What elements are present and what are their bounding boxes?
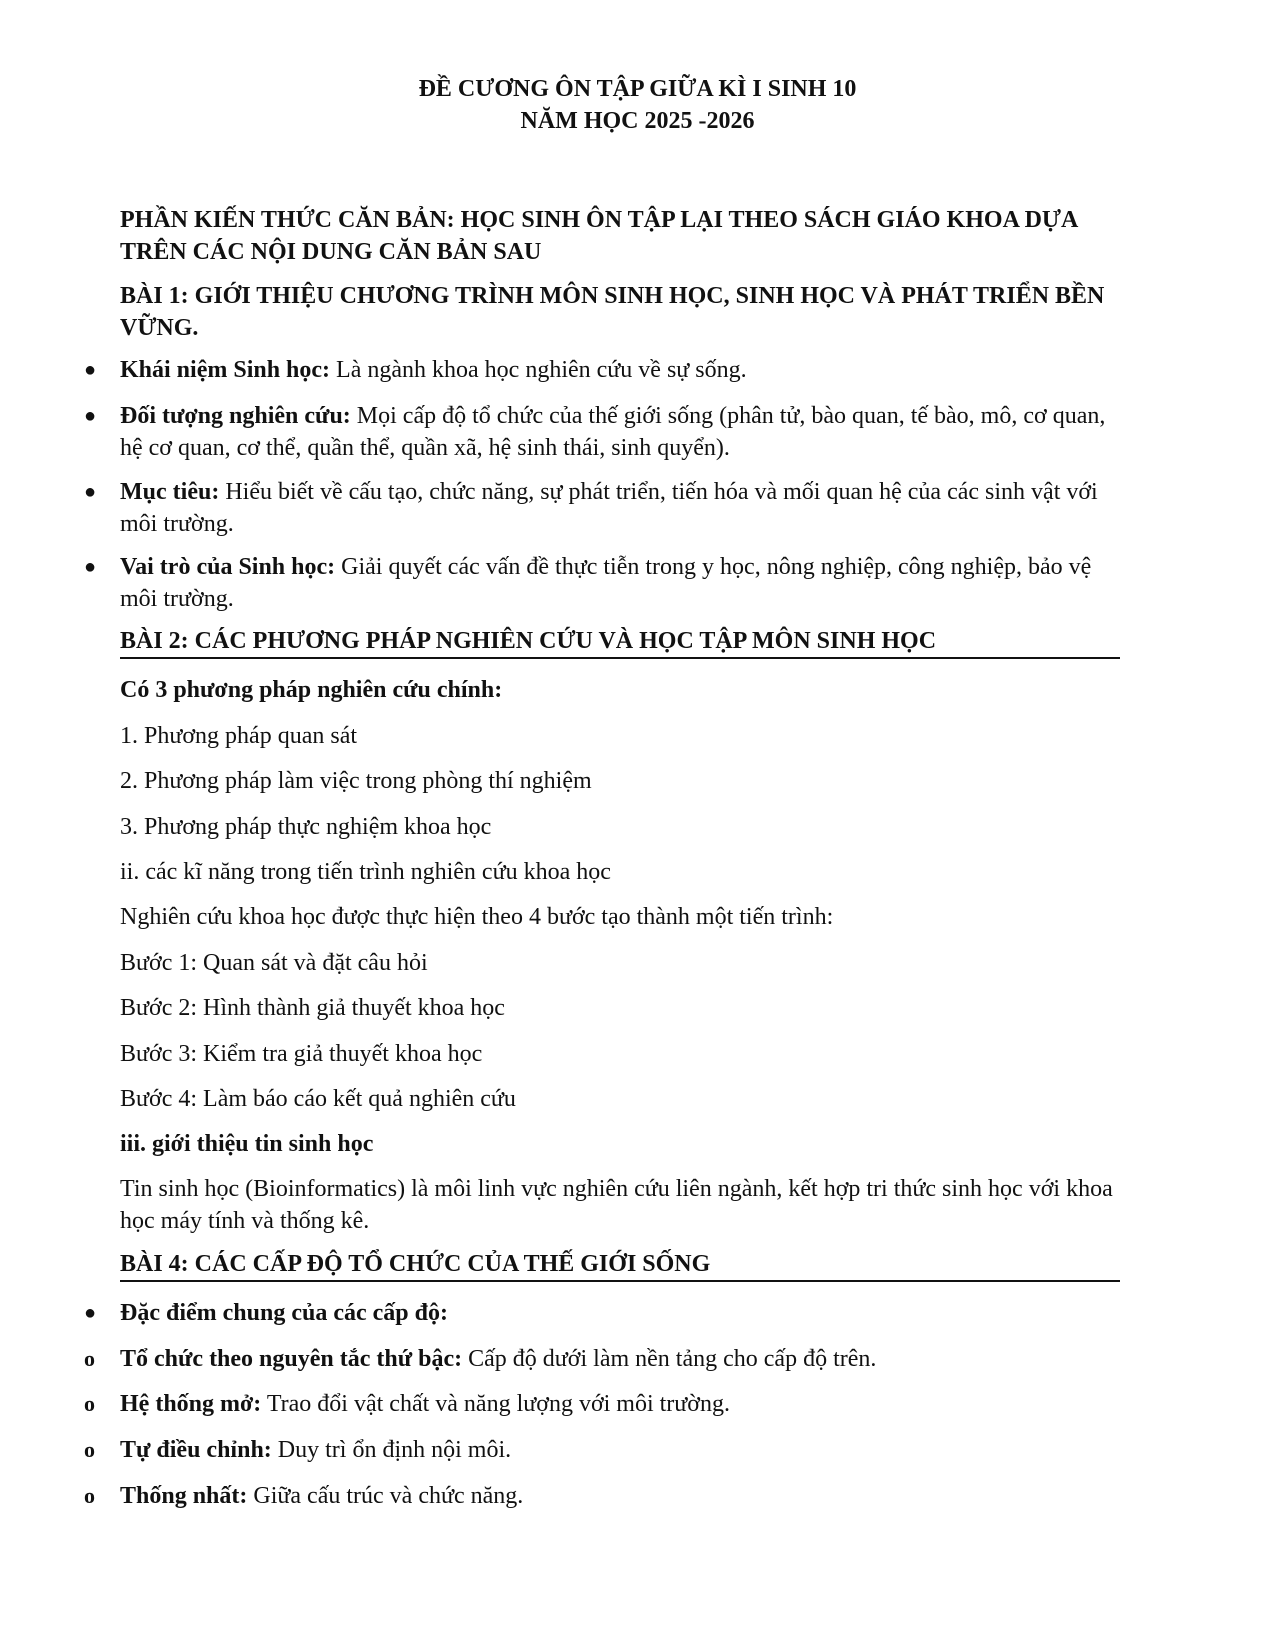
sub-bullet-icon: o bbox=[84, 1391, 95, 1416]
bullet-icon: ● bbox=[84, 1302, 97, 1324]
bullet-icon: ● bbox=[84, 359, 97, 381]
step-item: Bước 3: Kiểm tra giả thuyết khoa học bbox=[120, 1041, 483, 1067]
method-item: 2. Phương pháp làm việc trong phòng thí nghiệm bbox=[120, 768, 592, 794]
step-item: Bước 1: Quan sát và đặt câu hỏi bbox=[120, 950, 428, 976]
list-item bbox=[120, 1343, 1120, 1375]
general-heading: Đặc điểm chung của các cấp độ: bbox=[120, 1300, 448, 1326]
lesson1-heading: BÀI 1: GIỚI THIỆU CHƯƠNG TRÌNH MÔN SINH HỌC, SINH HỌC VÀ PHÁT TRIỂN BỀN VỮNG. bbox=[120, 283, 1105, 341]
item-label: Vai trò của Sinh học: bbox=[120, 554, 336, 580]
sub-bullet-icon: o bbox=[84, 1346, 95, 1371]
methods-heading: Có 3 phương pháp nghiên cứu chính: bbox=[120, 677, 503, 703]
list-item bbox=[120, 354, 1120, 386]
item-label: Mục tiêu: bbox=[120, 479, 220, 505]
lesson4-heading: BÀI 4: CÁC CẤP ĐỘ TỔ CHỨC CỦA THẾ GIỚI SỐNG bbox=[120, 1248, 1120, 1282]
list-item bbox=[120, 1434, 1120, 1466]
list-item bbox=[120, 1480, 1120, 1512]
bullet-icon: ● bbox=[84, 556, 97, 578]
item-label: Hệ thống mở: bbox=[120, 1391, 262, 1417]
document-title-line2: NĂM HỌC 2025 -2026 bbox=[520, 108, 755, 134]
item-text: Giải quyết các vấn đề thực tiễn trong y học, nông nghiệp, công nghiệp, bảo vệ môi trường. bbox=[120, 554, 1092, 612]
bullet-icon: ● bbox=[84, 481, 97, 503]
bioinformatics-heading: iii. giới thiệu tin sinh học bbox=[120, 1131, 374, 1157]
item-text: Cấp độ dưới làm nền tảng cho cấp độ trên. bbox=[462, 1346, 877, 1372]
item-label: Tổ chức theo nguyên tắc thứ bậc: bbox=[120, 1346, 463, 1372]
sub-bullet-icon: o bbox=[84, 1437, 95, 1462]
item-label: Thống nhất: bbox=[120, 1483, 248, 1509]
item-text: Là ngành khoa học nghiên cứu về sự sống. bbox=[330, 357, 747, 383]
sub-bullet-icon: o bbox=[84, 1483, 95, 1508]
method-item: 3. Phương pháp thực nghiệm khoa học bbox=[120, 814, 492, 840]
list-item bbox=[120, 400, 1120, 464]
list-item bbox=[120, 476, 1120, 540]
list-item bbox=[120, 551, 1120, 615]
bullet-icon: ● bbox=[84, 405, 97, 427]
item-label: Đối tượng nghiên cứu: bbox=[120, 403, 351, 429]
item-label: Khái niệm Sinh học: bbox=[120, 357, 331, 383]
process-intro: Nghiên cứu khoa học được thực hiện theo 4 bước tạo thành một tiến trình: bbox=[120, 904, 834, 930]
list-item bbox=[120, 1388, 1120, 1420]
item-label: Tự điều chỉnh: bbox=[120, 1437, 272, 1463]
item-text: Duy trì ổn định nội môi. bbox=[271, 1437, 512, 1463]
item-text: Giữa cấu trúc và chức năng. bbox=[247, 1483, 524, 1509]
skills-heading: ii. các kĩ năng trong tiến trình nghiên cứu khoa học bbox=[120, 859, 611, 885]
lesson2-heading: BÀI 2: CÁC PHƯƠNG PHÁP NGHIÊN CỨU VÀ HỌC TẬP MÔN SINH HỌC bbox=[120, 625, 1120, 659]
step-item: Bước 2: Hình thành giả thuyết khoa học bbox=[120, 995, 505, 1021]
item-text: Hiểu biết về cấu tạo, chức năng, sự phát triển, tiến hóa và mối quan hệ của các sinh vật với môi trường. bbox=[120, 479, 1098, 537]
intro-heading: PHẦN KIẾN THỨC CĂN BẢN: HỌC SINH ÔN TẬP LẠI THEO SÁCH GIÁO KHOA DỰA TRÊN CÁC NỘI DUNG CĂN BẢN SAU bbox=[120, 207, 1078, 265]
method-item: 1. Phương pháp quan sát bbox=[120, 723, 358, 749]
item-text: Mọi cấp độ tổ chức của thế giới sống (phân tử, bào quan, tế bào, mô, cơ quan, hệ cơ quan, cơ thể, quần thể, quần xã, hệ sinh thái, sinh quyển). bbox=[120, 403, 1106, 461]
bioinformatics-text: Tin sinh học (Bioinformatics) là môi linh vực nghiên cứu liên ngành, kết hợp tri thức sinh học với khoa học máy tính và thống kê. bbox=[120, 1176, 1113, 1234]
step-item: Bước 4: Làm báo cáo kết quả nghiên cứu bbox=[120, 1086, 516, 1112]
document-title-line1: ĐỀ CƯƠNG ÔN TẬP GIỮA KÌ I SINH 10 bbox=[418, 76, 857, 102]
item-text: Trao đổi vật chất và năng lượng với môi trường. bbox=[261, 1391, 730, 1417]
